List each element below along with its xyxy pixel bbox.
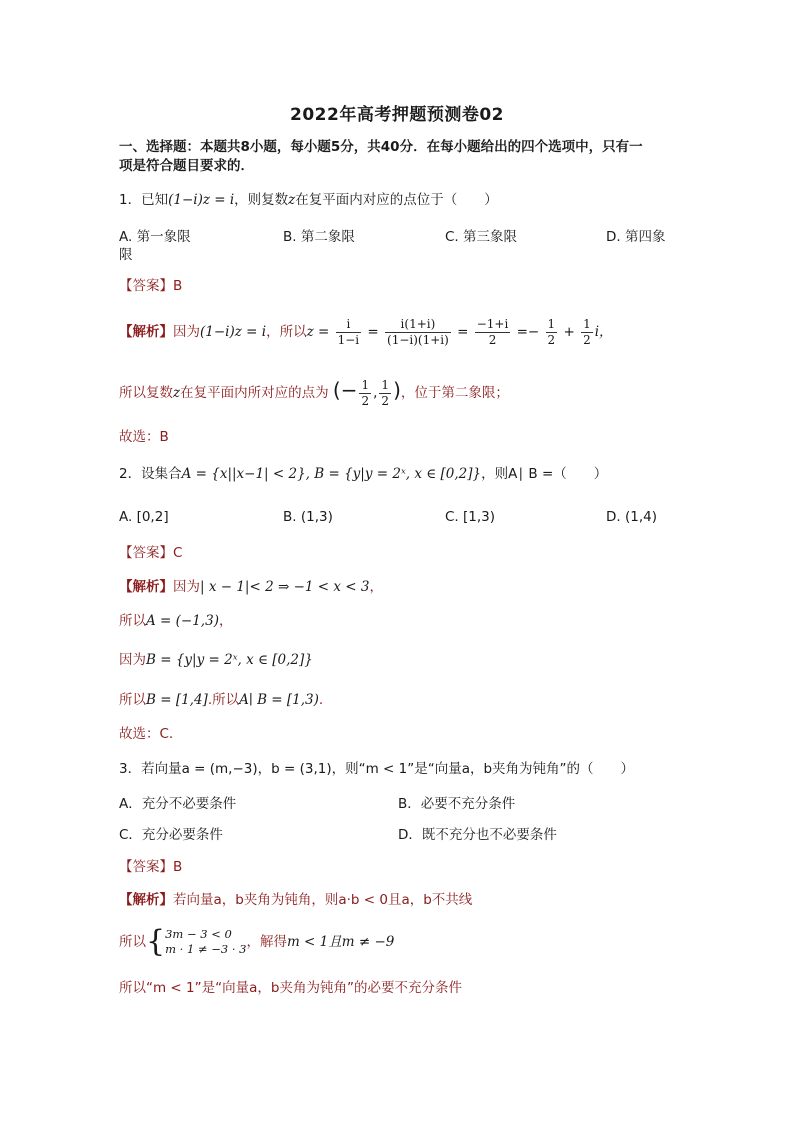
- q2-option-d: D. (1,4): [606, 509, 657, 525]
- q1-fraction-4: $\frac{1}{2}$: [547, 316, 556, 347]
- q2-choose: 故选：C.: [119, 726, 174, 742]
- q1-choose: 故选：B: [119, 429, 169, 445]
- q3-option-c: C．充分必要条件: [119, 827, 223, 843]
- q1-explanation: 【解析】因为(1−i)z = i，所以z = $\frac{i}{1-i}$ = $\frac{i(1+i)}{(1-i)(1+i)}$ = $\frac{-1+i}{2}$ =− $\frac{1}{2}$ + $\frac{1}{2}$ i，: [119, 316, 613, 347]
- q1-fraction-3: $\frac{-1+i}{2}$: [476, 316, 509, 347]
- q1-point-y: $\frac{1}{2}$: [381, 377, 390, 408]
- q1-fraction-5: $\frac{1}{2}$: [583, 316, 591, 347]
- q1-answer: 【答案】B: [119, 278, 183, 294]
- q3-option-a: A．充分不必要条件: [119, 796, 237, 812]
- q1-option-b: B. 第二象限: [283, 229, 355, 245]
- q1-option-a: A. 第一象限: [119, 229, 191, 245]
- q3-explanation: 【解析】若向量a，b夹角为钝角，则a·b < 0且a，b不共线: [119, 892, 473, 908]
- q3-explanation-line3: 所以“m < 1”是“向量a，b夹角为钝角”的必要不充分条件: [119, 980, 462, 996]
- q1-option-d: D. 第四象: [606, 229, 666, 245]
- q2-option-b: B. (1,3): [283, 509, 333, 525]
- q2-answer: 【答案】C: [119, 545, 183, 561]
- q2-explanation-line4: 所以B = [1,4].所以A∣ B = [1,3).: [119, 692, 324, 708]
- q1-point-x: $\frac{1}{2}$: [361, 377, 370, 408]
- q2-explanation-line3: 因为B = {y|y = 2ˣ, x ∈ [0,2]}: [119, 652, 313, 668]
- section-heading-line1: 一、选择题：本题共8小题，每小题5分，共40分．在每小题给出的四个选项中，只有一: [119, 139, 643, 155]
- q1-stem-math: (1−i)z = i: [168, 192, 235, 208]
- q2-option-c: C. [1,3): [445, 509, 496, 525]
- q3-option-b: B．必要不充分条件: [398, 796, 516, 812]
- page-title: 2022年高考押题预测卷02: [290, 105, 504, 125]
- q3-option-d: D．既不充分也不必要条件: [398, 827, 557, 843]
- q1-option-c: C. 第三象限: [445, 229, 518, 245]
- q2-stem: 2．设集合A = {x||x−1| < 2}, B = {y|y = 2ˣ, x ∈ [0,2]}，则A∣ B =（ ）: [119, 466, 608, 482]
- q1-fraction-2: $\frac{i(1+i)}{(1-i)(1+i)}$: [387, 316, 449, 347]
- q2-option-a: A. [0,2]: [119, 509, 169, 525]
- q1-option-d-wrap: 限: [119, 247, 133, 263]
- q3-explanation-line2: 所以{ 3m − 3 < 0 m · 1 ≠ −3 · 3 ，解得m < 1且m ≠ −9: [119, 924, 395, 959]
- q2-stem-math: A = {x||x−1| < 2}, B = {y|y = 2ˣ, x ∈ [0,2]}: [181, 466, 482, 482]
- q1-explanation-line2: 所以复数z在复平面内所对应的点为 (− $\frac{1}{2}$ , $\frac{1}{2}$ )，位于第二象限；: [119, 377, 509, 408]
- q3-answer: 【答案】B: [119, 859, 183, 875]
- q2-explanation: 【解析】因为| x − 1|< 2 ⇒ −1 < x < 3，: [119, 579, 383, 595]
- q3-stem: 3．若向量a = (m,−3)，b = (3,1)，则“m < 1”是“向量a，b夹角为钝角”的（ ）: [119, 761, 635, 777]
- q1-stem: 1．已知(1−i)z = i，则复数z在复平面内对应的点位于（ ）: [119, 192, 498, 208]
- section-heading-line2: 项是符合题目要求的．: [119, 158, 254, 174]
- q3-inequality-system: 3m − 3 < 0 m · 1 ≠ −3 · 3: [165, 927, 247, 956]
- q1-fraction-1: $\frac{i}{1-i}$: [337, 316, 360, 347]
- q2-explanation-line2: 所以A = (−1,3)，: [119, 613, 233, 629]
